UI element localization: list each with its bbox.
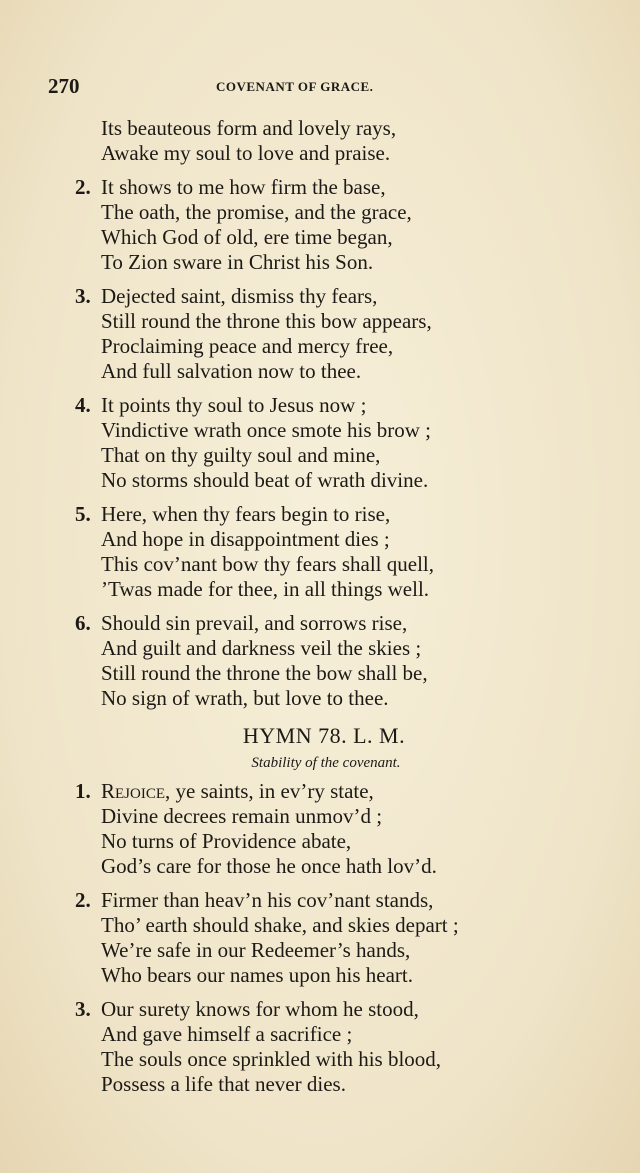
verse-line: No sign of wrath, but love to thee. <box>101 686 389 710</box>
verse-line: Its beauteous form and lovely rays, <box>101 116 397 140</box>
hymn78-stanza-2 <box>0 888 640 988</box>
verse-line <box>0 611 640 636</box>
stanza-5 <box>0 502 640 602</box>
stanza-3 <box>0 284 640 384</box>
verse-line: Awake my soul to love and praise. <box>101 141 391 165</box>
verse-line: And guilt and darkness veil the skies ; <box>101 636 422 660</box>
hymn-subtitle: Stability of the covenant. <box>251 755 401 771</box>
verse-line <box>0 284 640 309</box>
stanza-number: 2. <box>75 175 91 199</box>
verse-line: No turns of Providence abate, <box>101 829 352 853</box>
verse-line: And hope in disappointment dies ; <box>101 527 390 551</box>
verse-line: Divine decrees remain unmov’d ; <box>101 804 383 828</box>
verse-line-text: It points thy soul to Jesus now ; <box>101 393 367 417</box>
verse-line: Vindictive wrath once smote his brow ; <box>101 418 432 442</box>
hymn78-stanza-3 <box>0 997 640 1097</box>
verse-line: And full salvation now to thee. <box>101 359 362 383</box>
verse-line <box>0 888 640 913</box>
page-number: 270 <box>48 74 80 98</box>
stanza-6 <box>0 611 640 711</box>
stanza-number: 2. <box>75 888 91 912</box>
verse-line: We’re safe in our Redeemer’s hands, <box>101 938 411 962</box>
verse-line: God’s care for those he once hath lov’d. <box>101 854 437 878</box>
stanza-number: 4. <box>75 393 91 417</box>
verse-line <box>0 502 640 527</box>
stanza-4 <box>0 393 640 493</box>
verse-line-text: Here, when thy fears begin to rise, <box>101 502 391 526</box>
verse-line: The oath, the promise, and the grace, <box>101 200 412 224</box>
verse-line: To Zion sware in Christ his Son. <box>101 250 374 274</box>
verse-line: The souls once sprinkled with his blood, <box>101 1047 442 1071</box>
verse-line-text: It shows to me how firm the base, <box>101 175 386 199</box>
verse-line: That on thy guilty soul and mine, <box>101 443 381 467</box>
hymn-title: HYMN 78. L. M. <box>242 723 406 748</box>
verse-line: Possess a life that never dies. <box>101 1072 346 1096</box>
verse-line: ’Twas made for thee, in all things well. <box>101 577 430 601</box>
verse-line <box>0 997 640 1022</box>
verse-line: Which God of old, ere time began, <box>101 225 393 249</box>
verse-line: Tho’ earth should shake, and skies depart ; <box>101 913 459 937</box>
verse-line: Still round the throne the bow shall be, <box>101 661 428 685</box>
stanza-continued <box>0 116 640 166</box>
verse-line <box>0 779 640 804</box>
hymn-text <box>0 116 640 1106</box>
running-head: COVENANT OF GRACE. <box>216 79 374 94</box>
verse-line: Who bears our names upon his heart. <box>101 963 413 987</box>
first-word: Rejoice <box>101 779 166 803</box>
stanza-number: 5. <box>75 502 91 526</box>
verse-line: This cov’nant bow thy fears shall quell, <box>101 552 435 576</box>
verse-line-text: Firmer than heav’n his cov’nant stands, <box>101 888 434 912</box>
verse-line-text: , ye saints, in ev’ry state, <box>165 779 374 803</box>
page-header <box>48 74 608 100</box>
stanza-number: 1. <box>75 779 91 803</box>
verse-line: No storms should beat of wrath divine. <box>101 468 429 492</box>
verse-line: Proclaiming peace and mercy free, <box>101 334 394 358</box>
verse-line-text: Dejected saint, dismiss thy fears, <box>101 284 378 308</box>
verse-line-text: Should sin prevail, and sorrows rise, <box>101 611 408 635</box>
stanza-number: 6. <box>75 611 91 635</box>
verse-line <box>0 175 640 200</box>
verse-line <box>0 393 640 418</box>
verse-line-text: Our surety knows for whom he stood, <box>101 997 419 1021</box>
hymn78-stanza-1 <box>0 779 640 879</box>
stanza-2 <box>0 175 640 275</box>
verse-line: And gave himself a sacrifice ; <box>101 1022 353 1046</box>
verse-line: Still round the throne this bow appears, <box>101 309 432 333</box>
stanza-number: 3. <box>75 284 91 308</box>
stanza-number: 3. <box>75 997 91 1021</box>
